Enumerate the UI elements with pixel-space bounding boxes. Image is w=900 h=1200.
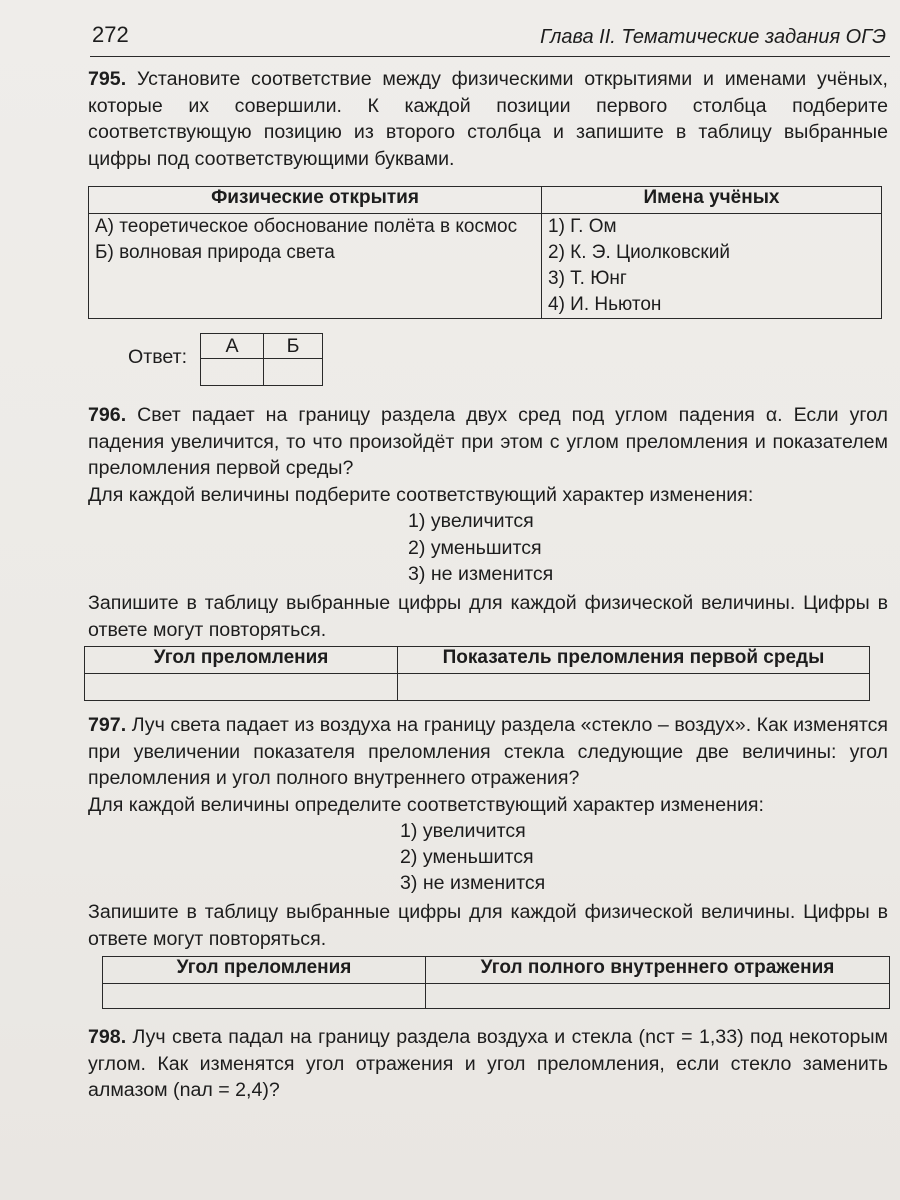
task-796-instruction: Для каждой величины подберите соответствующий характер изменения: [88, 484, 754, 506]
task-797-answer-cell-1[interactable] [103, 984, 426, 1009]
task-795-text [88, 66, 888, 172]
task-797-body: Луч света падает из воздуха на границу раздела «стекло – воздух». Как изменятся при увеличении показателя преломления стекла следующие две величины: угол преломления и угол полного внутреннего отражения? [88, 714, 888, 789]
task-796-option: 2) уменьшится [408, 537, 542, 559]
page-number: 272 [92, 22, 129, 47]
task-795-right-item: 3) Т. Юнг [548, 268, 627, 289]
task-795-col2-header: Имена учёных [542, 187, 882, 214]
chapter-title: Глава II. Тематические задания ОГЭ [540, 26, 886, 48]
task-795-body: Установите соответствие между физическими открытиями и именами учёных, которые их совершили. К каждой позиции первого столбца подберите соответствующую позицию из второго столбца и запишите в таблицу выбранные цифры под соответствующими буквами. [88, 68, 888, 170]
answer-col-a: А [201, 334, 264, 359]
task-796-table [84, 646, 870, 701]
task-796-col1-header: Угол преломления [85, 647, 398, 674]
answer-cell-a[interactable] [201, 359, 264, 386]
task-796-col2-header: Показатель преломления первой среды [398, 647, 870, 674]
answer-col-b: Б [264, 334, 323, 359]
task-798-body: Луч света падал на границу раздела воздуха и стекла (nст = 1,33) под некоторым углом. Как изменятся угол отражения и угол преломления, если стекло заменить алмазом (nал = 2,4)? [88, 1026, 889, 1101]
task-795-right-item: 1) Г. Ом [548, 216, 617, 237]
task-796-after: Запишите в таблицу выбранные цифры для каждой физической величины. Цифры в ответе могут повторяться. [88, 592, 888, 641]
task-795-right-item: 4) И. Ньютон [548, 294, 662, 315]
task-797-col2-header: Угол полного внутреннего отражения [426, 957, 890, 984]
task-796-answer-cell-1[interactable] [85, 674, 398, 701]
task-797-answer-cell-2[interactable] [426, 984, 890, 1009]
task-797-option: 2) уменьшится [400, 846, 534, 868]
task-798-text [88, 1024, 888, 1104]
task-796-text [88, 402, 888, 482]
task-796-option: 3) не изменится [408, 563, 554, 585]
task-795-left-item: А) теоретическое обоснование полёта в космос [95, 216, 518, 237]
page-header [90, 18, 890, 57]
task-797-option: 3) не изменится [400, 872, 546, 894]
task-795-number: 795. [88, 68, 127, 90]
task-796-option: 1) увеличится [408, 510, 534, 532]
task-795-right-cell [542, 214, 882, 319]
task-797-instruction: Для каждой величины определите соответствующий характер изменения: [88, 794, 764, 816]
task-797-table [102, 956, 890, 1009]
answer-cell-b[interactable] [264, 359, 323, 386]
task-795-col1-header: Физические открытия [89, 187, 542, 214]
task-795-left-cell [89, 214, 542, 319]
task-797-option: 1) увеличится [400, 820, 526, 842]
task-797-col1-header: Угол преломления [103, 957, 426, 984]
task-795-table [88, 186, 882, 319]
task-797-text [88, 712, 888, 792]
task-795-right-item: 2) К. Э. Циолковский [548, 242, 730, 263]
task-796-number: 796. [88, 404, 127, 426]
answer-label: Ответ: [128, 346, 188, 368]
task-795-left-item: Б) волновая природа света [95, 242, 335, 263]
task-796-answer-cell-2[interactable] [398, 674, 870, 701]
answer-table [200, 333, 323, 386]
task-797-after: Запишите в таблицу выбранные цифры для каждой физической величины. Цифры в ответе могут повторяться. [88, 901, 888, 950]
task-797-number: 797. [88, 714, 127, 736]
task-796-body: Свет падает на границу раздела двух сред под углом падения α. Если угол падения увеличится, то что произойдёт при этом с углом преломления и показателем преломления первой среды? [88, 404, 888, 479]
task-798-number: 798. [88, 1026, 127, 1048]
